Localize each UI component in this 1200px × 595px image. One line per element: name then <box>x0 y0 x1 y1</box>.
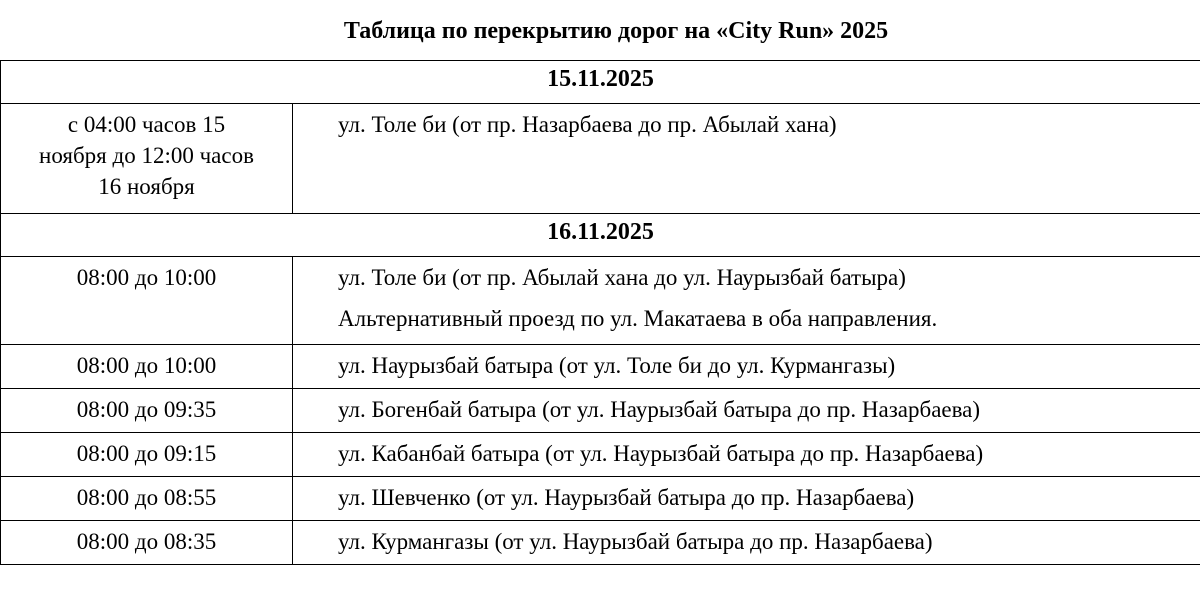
road-text: ул. Богенбай батыра (от ул. Наурызбай батыра до пр. Назарбаева) <box>338 397 981 422</box>
time-text: 16 ноября <box>98 174 195 199</box>
table-row <box>1 257 1200 345</box>
time-text: 08:00 до 09:15 <box>76 441 217 466</box>
road-text: ул. Кабанбай батыра (от ул. Наурызбай батыра до пр. Назарбаева) <box>338 441 984 466</box>
table-row <box>1 345 1200 389</box>
time-text: 08:00 до 08:35 <box>76 529 217 554</box>
road-note-text: Альтернативный проезд по ул. Макатаева в оба направления. <box>338 306 938 331</box>
road-text: ул. Шевченко (от ул. Наурызбай батыра до пр. Назарбаева) <box>338 485 915 510</box>
time-cell <box>1 345 293 389</box>
date-header: 16.11.2025 <box>1 214 1200 257</box>
time-cell <box>1 521 293 565</box>
time-cell <box>1 104 293 214</box>
time-cell <box>1 257 293 345</box>
table-row <box>1 389 1200 433</box>
road-text: ул. Наурызбай батыра (от ул. Толе би до ул. Курмангазы) <box>338 353 896 378</box>
time-text: 08:00 до 09:35 <box>76 397 217 422</box>
date-header: 15.11.2025 <box>1 61 1200 104</box>
table-row <box>1 477 1200 521</box>
road-closure-table <box>0 60 1200 565</box>
road-text: ул. Толе би (от пр. Абылай хана до ул. Наурызбай батыра) <box>338 265 906 290</box>
table-row <box>1 521 1200 565</box>
road-text: ул. Курмангазы (от ул. Наурызбай батыра до пр. Назарбаева) <box>338 529 933 554</box>
time-text: 08:00 до 10:00 <box>76 265 217 290</box>
table-row <box>1 104 1200 214</box>
time-text: ноября до 12:00 часов <box>39 143 254 168</box>
date-header-row <box>1 214 1200 257</box>
road-cell <box>293 477 1200 521</box>
time-cell <box>1 477 293 521</box>
road-cell <box>293 433 1200 477</box>
time-text: 08:00 до 10:00 <box>76 353 217 378</box>
road-cell <box>293 521 1200 565</box>
road-cell <box>293 389 1200 433</box>
time-cell <box>1 433 293 477</box>
time-text: 08:00 до 08:55 <box>76 485 217 510</box>
road-text: ул. Толе би (от пр. Назарбаева до пр. Абылай хана) <box>338 112 837 137</box>
road-cell <box>293 104 1200 214</box>
road-cell <box>293 257 1200 345</box>
date-header-row <box>1 61 1200 104</box>
road-cell <box>293 345 1200 389</box>
time-text: с 04:00 часов 15 <box>67 112 226 137</box>
table-row <box>1 433 1200 477</box>
time-cell <box>1 389 293 433</box>
document-title: Таблица по перекрытию дорог на «City Run» 2025 <box>343 18 889 44</box>
